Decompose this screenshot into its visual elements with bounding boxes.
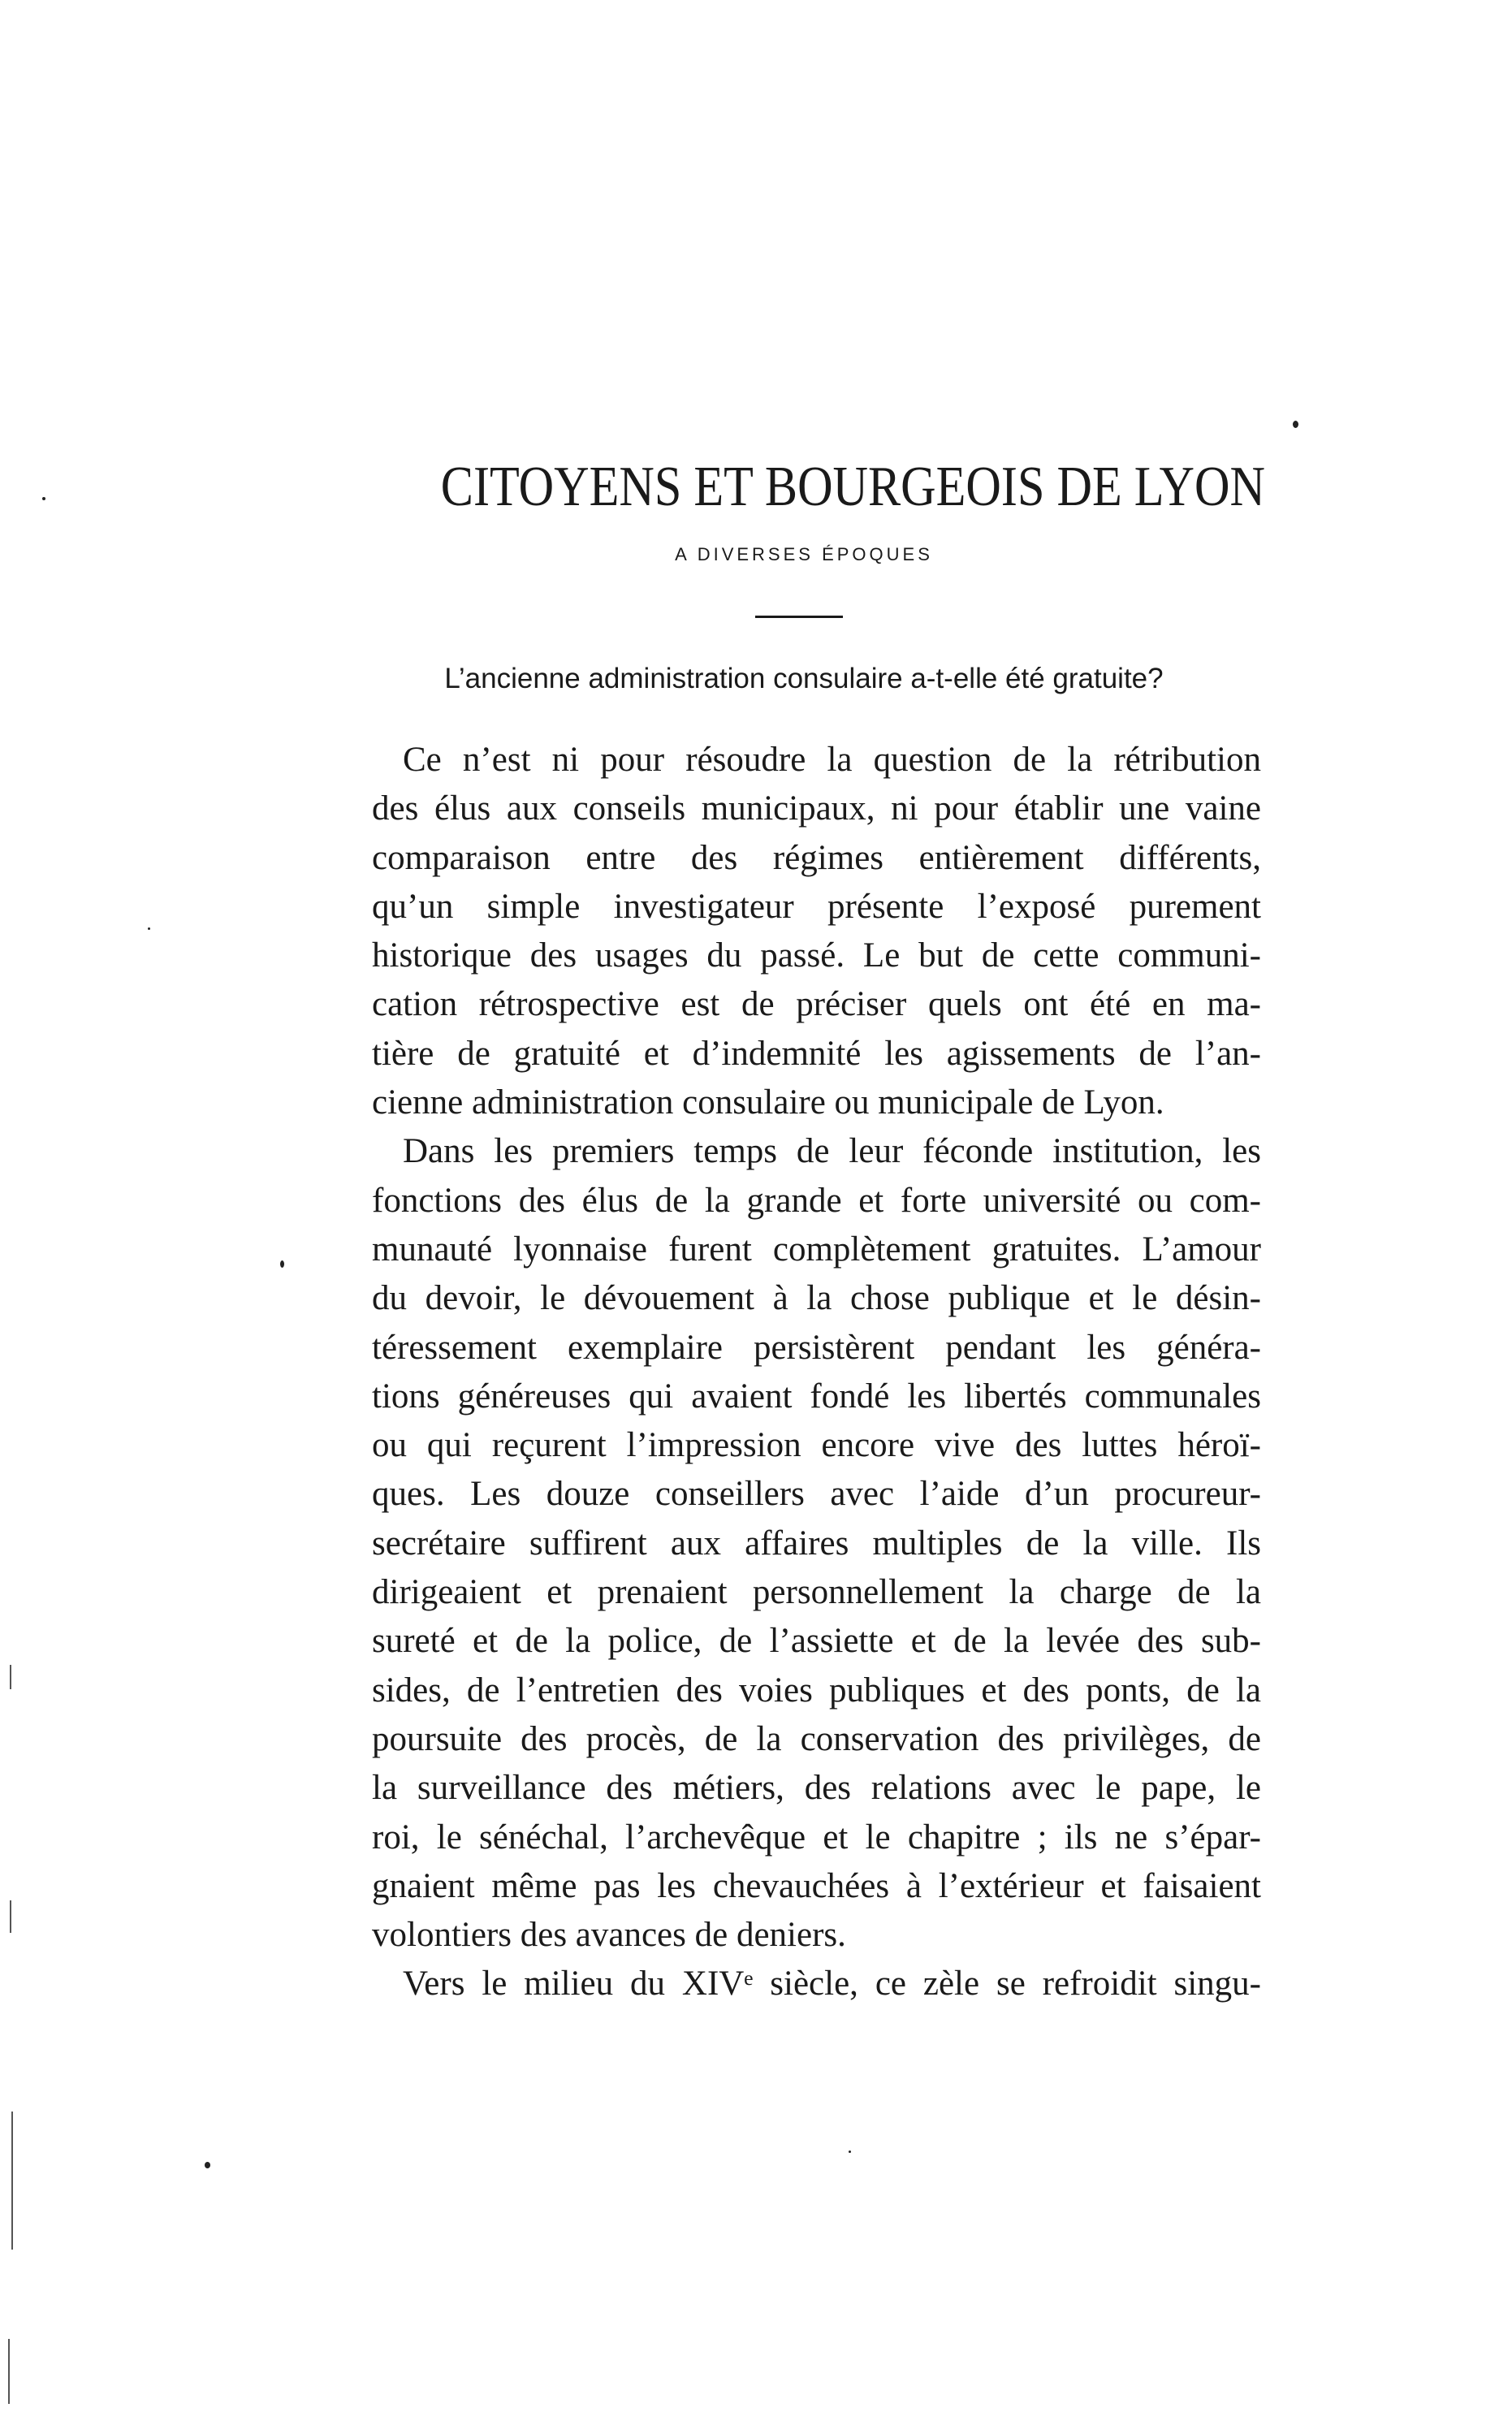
scan-margin-mark (10, 1665, 11, 1689)
text-line: tions généreuses qui avaient fondé les libertés communales (372, 1377, 1261, 1416)
text-line: des élus aux conseils municipaux, ni pour établir une vaine (372, 789, 1261, 828)
text-line: secrétaire suffirent aux affaires multiples de la ville. Ils (372, 1524, 1261, 1563)
scan-speck (205, 2162, 210, 2168)
text-line: du devoir, le dévouement à la chose publique et le désin- (372, 1279, 1261, 1318)
section-heading: L’ancienne administration consulaire a-t-elle été gratuite? (444, 663, 1164, 694)
text-line: qu’un simple investigateur présente l’exposé purement (372, 887, 1261, 926)
scan-speck (148, 927, 150, 930)
text-line: poursuite des procès, de la conservation des privilèges, de (372, 1719, 1261, 1758)
scan-speck (42, 497, 45, 500)
text-line: sides, de l’entretien des voies publiques et des ponts, de la (372, 1671, 1261, 1710)
text-line: tière de gratuité et d’indemnité les agissements de l’an- (372, 1034, 1261, 1073)
text-line: roi, le sénéchal, l’archevêque et le chapitre ; ils ne s’épar- (372, 1818, 1261, 1857)
scan-margin-mark (11, 2112, 13, 2250)
scan-margin-mark (8, 2339, 10, 2404)
text-line: dirigeaient et prenaient personnellement la charge de la (372, 1573, 1261, 1612)
text-line: Ce n’est ni pour résoudre la question de la rétribution (403, 741, 1261, 779)
text-line: Vers le milieu du XIVᵉ siècle, ce zèle se refroidit singu- (403, 1965, 1261, 2004)
scan-speck (849, 2151, 851, 2153)
text-line: comparaison entre des régimes entièrement différents, (372, 838, 1261, 877)
text-line: la surveillance des métiers, des relations avec le pape, le (372, 1769, 1261, 1808)
text-line: volontiers des avances de deniers. (372, 1916, 846, 1955)
text-line: téressement exemplaire persistèrent pendant les généra- (372, 1328, 1261, 1367)
text-line: fonctions des élus de la grande et forte université ou com- (372, 1181, 1261, 1220)
scan-speck (280, 1260, 284, 1268)
text-line: cation rétrospective est de préciser quels ont été en ma- (372, 985, 1261, 1024)
text-line: ques. Les douze conseillers avec l’aide d’un procureur- (372, 1475, 1261, 1514)
text-line: gnaient même pas les chevauchées à l’extérieur et faisaient (372, 1866, 1261, 1905)
text-line: cienne administration consulaire ou municipale de Lyon. (372, 1083, 1164, 1122)
body-text (372, 736, 1261, 2009)
text-line: sureté et de la police, de l’assiette et de la levée des sub- (372, 1622, 1261, 1661)
scan-speck (1293, 421, 1298, 428)
title-divider (755, 616, 843, 618)
page-subtitle: A DIVERSES ÉPOQUES (675, 544, 933, 564)
text-line: ou qui reçurent l’impression encore vive des luttes héroï- (372, 1426, 1261, 1465)
text-line: Dans les premiers temps de leur féconde institution, les (403, 1132, 1261, 1171)
page-title: CITOYENS ET BOURGEOIS DE LYON (440, 456, 1265, 518)
text-line: historique des usages du passé. Le but de cette communi- (372, 936, 1261, 975)
scan-margin-mark (10, 1900, 11, 1933)
text-line: munauté lyonnaise furent complètement gratuites. L’amour (372, 1230, 1261, 1269)
